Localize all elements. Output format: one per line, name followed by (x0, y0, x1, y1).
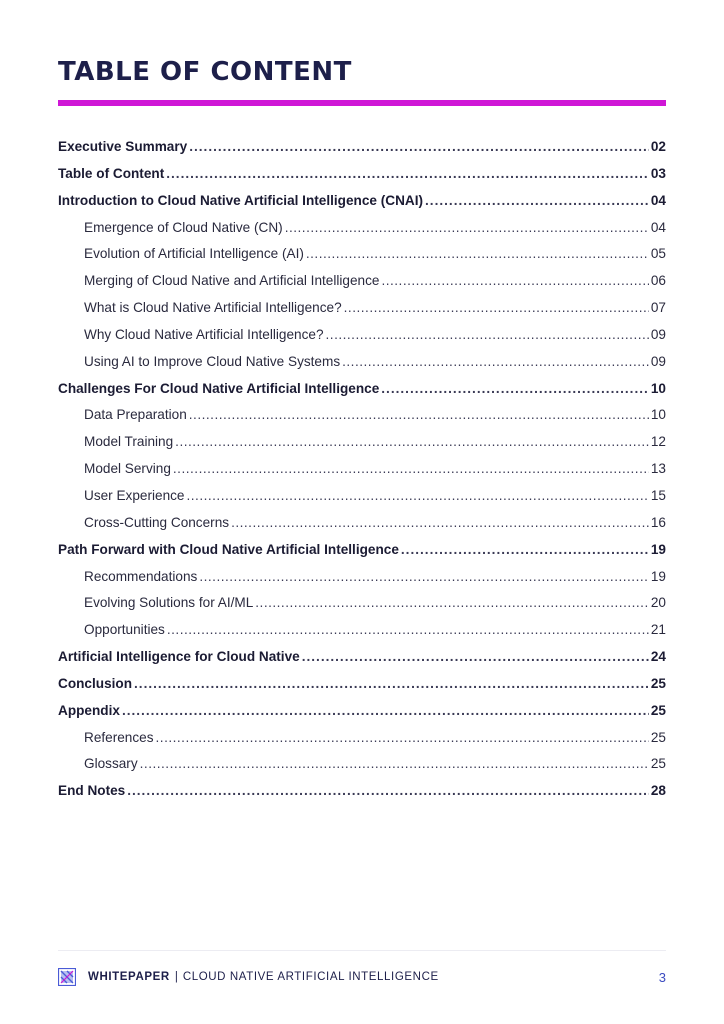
toc-entry-title: Recommendations (84, 568, 198, 584)
toc-entry-page: 25 (650, 729, 666, 745)
toc-entry-page: 28 (650, 783, 666, 799)
toc-entry-page: 06 (650, 273, 666, 289)
toc-subentry[interactable] (58, 564, 666, 591)
toc-leader-dots (134, 671, 649, 698)
footer-divider (58, 950, 666, 951)
toc-entry-title: Executive Summary (58, 139, 188, 154)
toc-leader-dots (166, 161, 649, 188)
toc-entry-title: User Experience (84, 487, 185, 503)
toc-leader-dots (175, 429, 649, 456)
toc-subentry[interactable] (58, 510, 666, 537)
toc-leader-dots (401, 537, 649, 564)
toc-entry-page: 24 (650, 649, 666, 665)
toc-entry-page: 03 (650, 165, 666, 181)
toc-leader-dots (173, 456, 649, 483)
toc-entry[interactable] (58, 671, 666, 698)
toc-leader-dots (342, 349, 649, 376)
toc-subentry[interactable] (58, 429, 666, 456)
toc-entry-page: 25 (650, 702, 666, 718)
toc-entry-page: 15 (650, 487, 666, 503)
toc-entry-page: 05 (650, 246, 666, 262)
toc-entry-page: 20 (650, 595, 666, 611)
page-footer (58, 966, 666, 988)
toc-entry-title: Emergence of Cloud Native (CN) (84, 219, 283, 235)
toc-entry-page: 02 (650, 139, 666, 154)
toc-subentry[interactable] (58, 295, 666, 322)
toc-entry-page: 07 (650, 300, 666, 316)
toc-leader-dots (189, 134, 649, 161)
toc-entry-page: 04 (650, 192, 666, 208)
toc-entry-page: 10 (650, 380, 666, 396)
toc-leader-dots (425, 188, 649, 215)
toc-entry-title: Evolution of Artificial Intelligence (AI) (84, 246, 304, 262)
toc-entry-page: 09 (650, 353, 666, 369)
toc-entry-title: Challenges For Cloud Native Artificial Intelligence (58, 380, 380, 396)
toc-leader-dots (381, 376, 649, 403)
toc-entry-title: Data Preparation (84, 407, 187, 423)
toc-subentry[interactable] (58, 617, 666, 644)
toc-entry[interactable] (58, 698, 666, 725)
toc-entry-title: Model Serving (84, 461, 171, 477)
cncf-logo-icon (58, 968, 76, 986)
toc-leader-dots (306, 241, 649, 268)
toc-entry-title: Cross-Cutting Concerns (84, 514, 230, 530)
toc-leader-dots (326, 322, 649, 349)
toc-entry-page: 19 (650, 568, 666, 584)
toc-entry-page: 25 (650, 756, 666, 772)
toc-entry-title: What is Cloud Native Artificial Intelligence? (84, 300, 342, 316)
toc-entry-page: 21 (650, 622, 666, 638)
toc-subentry[interactable] (58, 402, 666, 429)
toc-entry[interactable] (58, 161, 666, 188)
page-number: 3 (658, 969, 666, 985)
table-of-contents (58, 134, 666, 805)
toc-entry[interactable] (58, 778, 666, 805)
toc-entry-page: 16 (650, 514, 666, 530)
toc-entry-title: Artificial Intelligence for Cloud Native (58, 649, 300, 665)
toc-leader-dots (344, 295, 649, 322)
toc-entry-title: Merging of Cloud Native and Artificial Intelligence (84, 273, 380, 289)
toc-leader-dots (381, 268, 648, 295)
toc-entry-page: 09 (650, 326, 666, 342)
toc-leader-dots (199, 564, 649, 591)
toc-subentry[interactable] (58, 215, 666, 242)
toc-entry-page: 12 (650, 434, 666, 450)
toc-entry-page: 04 (650, 219, 666, 235)
page-title: TABLE OF CONTENT (58, 57, 352, 87)
toc-leader-dots (285, 215, 649, 242)
toc-leader-dots (231, 510, 649, 537)
footer-subtitle: CLOUD NATIVE ARTIFICIAL INTELLIGENCE (182, 971, 439, 983)
toc-entry-title: Glossary (84, 756, 138, 772)
toc-entry[interactable] (58, 188, 666, 215)
toc-entry-page: 19 (650, 541, 666, 557)
toc-leader-dots (156, 725, 649, 752)
toc-entry-title: End Notes (58, 783, 126, 799)
toc-leader-dots (187, 483, 649, 510)
toc-entry-title: Opportunities (84, 622, 165, 638)
toc-entry-title: Appendix (58, 702, 120, 718)
toc-entry[interactable] (58, 376, 666, 403)
toc-leader-dots (189, 402, 649, 429)
toc-subentry[interactable] (58, 322, 666, 349)
footer-label: WHITEPAPER (88, 971, 170, 983)
toc-entry-page: 13 (650, 461, 666, 477)
toc-entry-title: Table of Content (58, 165, 165, 181)
toc-entry-title: Using AI to Improve Cloud Native Systems (84, 353, 341, 369)
toc-entry-title: Model Training (84, 434, 174, 450)
toc-subentry[interactable] (58, 725, 666, 752)
toc-entry-title: References (84, 729, 154, 745)
title-underline (58, 100, 666, 106)
toc-entry-title: Evolving Solutions for AI/ML (84, 595, 254, 611)
toc-entry-title: Conclusion (58, 675, 133, 691)
toc-subentry[interactable] (58, 483, 666, 510)
toc-entry[interactable] (58, 644, 666, 671)
toc-entry-title: Introduction to Cloud Native Artificial Intelligence (CNAI) (58, 192, 424, 208)
toc-leader-dots (127, 778, 649, 805)
toc-leader-dots (167, 617, 649, 644)
toc-leader-dots (302, 644, 649, 671)
toc-leader-dots (122, 698, 649, 725)
toc-subentry[interactable] (58, 241, 666, 268)
toc-leader-dots (255, 590, 649, 617)
toc-subentry[interactable] (58, 268, 666, 295)
toc-subentry[interactable] (58, 751, 666, 778)
toc-subentry[interactable] (58, 590, 666, 617)
footer-separator: | (174, 971, 178, 983)
toc-entry-title: Path Forward with Cloud Native Artificial Intelligence (58, 541, 399, 557)
toc-entry[interactable] (58, 134, 666, 161)
toc-subentry[interactable] (58, 349, 666, 376)
toc-subentry[interactable] (58, 456, 666, 483)
toc-leader-dots (140, 751, 649, 778)
toc-entry-page: 25 (650, 675, 666, 691)
toc-entry[interactable] (58, 537, 666, 564)
toc-entry-page: 10 (650, 407, 666, 423)
toc-entry-title: Why Cloud Native Artificial Intelligence? (84, 326, 324, 342)
